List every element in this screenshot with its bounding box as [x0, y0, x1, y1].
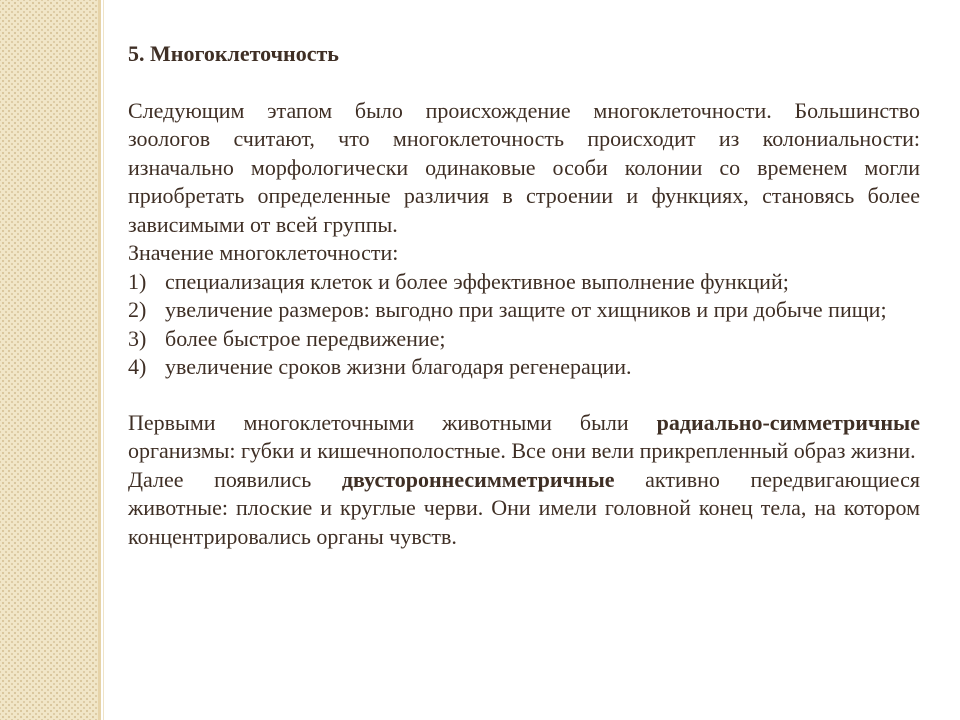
- list-item: [128, 296, 920, 325]
- decorative-side-band: [0, 0, 98, 720]
- significance-title: Значение многоклеточности:: [128, 240, 399, 265]
- bilateral-text-before: Далее появились: [128, 466, 342, 492]
- significance-list: [128, 268, 920, 382]
- list-item-text: увеличение размеров: выгодно при защите от хищников и при добыче пищи;: [165, 297, 887, 322]
- bilateral-symmetry-paragraph: [128, 466, 920, 552]
- list-item-text: увеличение сроков жизни благодаря регенерации.: [165, 354, 632, 379]
- list-item-number: 2): [128, 297, 147, 322]
- slide-content: [128, 40, 920, 551]
- side-band-edge-thin-line: [103, 0, 104, 720]
- radial-text-before: Первыми многоклеточными животными были: [128, 409, 657, 435]
- radial-symmetry-paragraph: [128, 409, 920, 466]
- intro-paragraph: Следующим этапом было происхождение многоклеточности. Большинство зоологов считают, что многоклеточность происходит из колониальности: изначально морфологически одинаковые особи колонии со временем могли приобретать определенные различия в строении и функциях, становясь более зависимыми от всей группы.: [128, 97, 920, 237]
- list-item-number: 4): [128, 354, 147, 379]
- bilateral-text-after: активно передвигающиеся животные: плоские и круглые черви. Они имели головной конец тела, на котором концентрировались органы чувств.: [128, 466, 920, 549]
- list-item: [128, 353, 920, 382]
- radial-symmetry-term: радиально-симметричные: [656, 409, 920, 435]
- list-item-number: 3): [128, 325, 147, 351]
- list-item: [128, 325, 920, 354]
- slide-heading: 5. Многоклеточность: [128, 41, 339, 66]
- list-item: [128, 268, 920, 297]
- list-item-text: специализация клеток и более эффективное выполнение функций;: [165, 268, 789, 294]
- list-item-text: более быстрое передвижение;: [165, 325, 446, 351]
- radial-text-after: организмы: губки и кишечнополостные. Все они вели прикрепленный образ жизни.: [128, 438, 916, 463]
- side-band-edge-line: [98, 0, 101, 720]
- paragraph-spacer: [128, 382, 920, 409]
- list-item-number: 1): [128, 268, 147, 294]
- bilateral-symmetry-term: двустороннесимметричные: [341, 466, 615, 492]
